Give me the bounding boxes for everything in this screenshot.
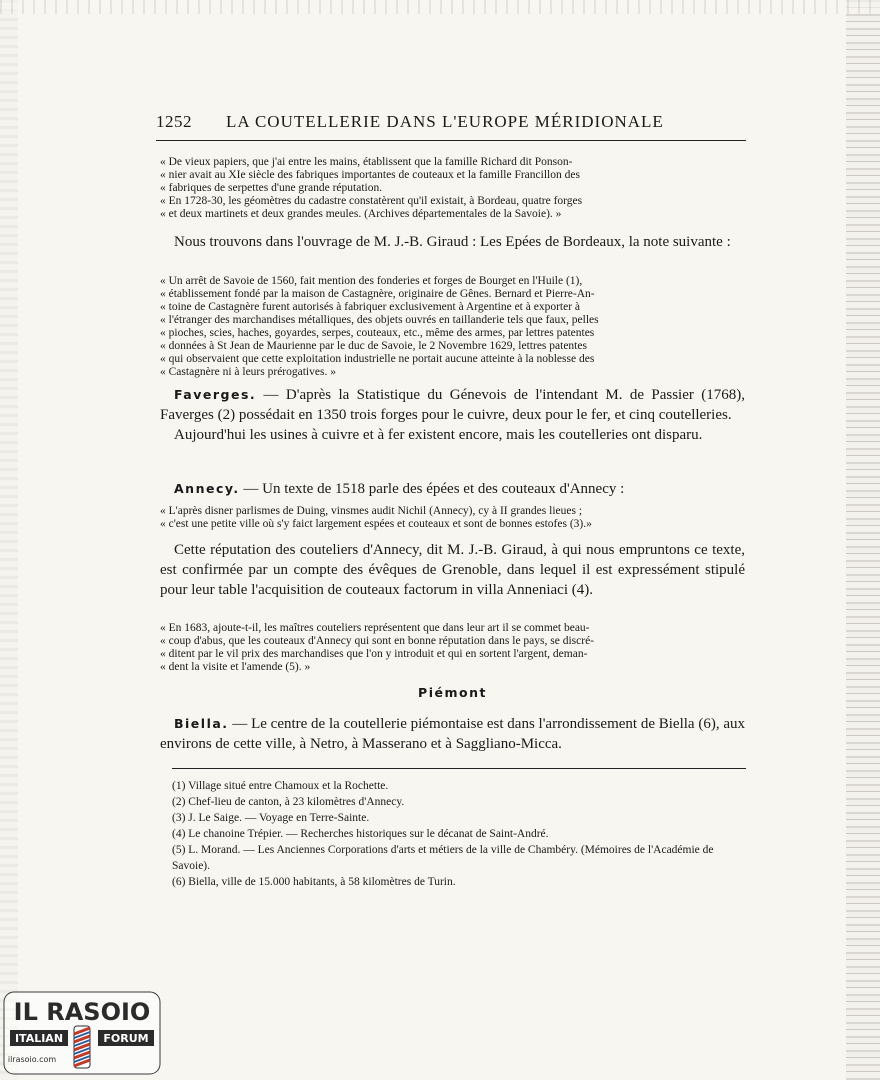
section-faverges: [160, 385, 745, 445]
annecy-paragraph: [160, 479, 745, 499]
quote-line: « De vieux papiers, que j'ai entre les mains, établissent que la famille Richard dit Ponson-: [160, 156, 573, 168]
logo-right-word: FORUM: [103, 1032, 149, 1045]
quote-castagnere: [160, 275, 745, 379]
biella-paragraph: [160, 714, 745, 754]
quote-line: « En 1683, ajoute-t-il, les maîtres couteliers représentent que dans leur art il se commet beau-: [160, 622, 590, 634]
quote-maitres: [160, 622, 745, 674]
paragraph-couteliers: [160, 540, 745, 600]
footnote: (6) Biella, ville de 15.000 habitants, à 58 kilomètres de Turin.: [172, 876, 456, 888]
biella-text: — Le centre de la coutellerie piémontaise est dans l'arrondissement de Biella (6), aux environs de cette ville, à Netro, à Masserano et à Saggliano-Micca.: [160, 716, 745, 752]
section-title-piemont: Piémont: [418, 685, 487, 700]
quote-line: « établissement fondé par la maison de Castagnère, originaire de Gênes. Bernard et Pierre-An-: [160, 288, 595, 300]
paragraph-text: Cette réputation des couteliers d'Annecy, dit M. J.-B. Giraud, à qui nous empruntons ce texte, est confirmée par un compte des évêques de Grenoble, dans lequel il est expressément stipulé pour leur table l'acquisition de couteaux factorum in villa Anneniaci (4).: [160, 542, 745, 598]
logo-site: ilrasoio.com: [7, 1055, 57, 1064]
scan-edge-top: [0, 0, 880, 14]
quote-nichil: [160, 505, 745, 531]
quote-line: « et deux martinets et deux grandes meules. (Archives départementales de la Savoie). »: [160, 208, 562, 220]
footnote: (3) J. Le Saige. — Voyage en Terre-Sainte.: [172, 812, 370, 824]
quote-line: « En 1728-30, les géomètres du cadastre constatèrent qu'il existait, à Bordeau, quatre forges: [160, 195, 583, 207]
quote-line: « coup d'abus, que les couteaux d'Annecy qui sont en bonne réputation dans le pays, se discré-: [160, 635, 595, 647]
quote-line: « L'après disner parlismes de Duing, vinsmes audit Nichil (Annecy), cy à II grandes lieues ;: [160, 505, 583, 517]
il-rasoio-watermark-logo: [2, 990, 162, 1076]
faverges-text: — D'après la Statistique du Génevois de l'intendant M. de Passier (1768), Faverges (2) possédait en 1350 trois forges pour le cuivre, deux pour le fer, et cinq coutelleries.: [160, 387, 745, 423]
quote-line: « nier avait au XIe siècle des fabriques importantes de couteaux et la famille Francillon des: [160, 169, 580, 181]
header-rule: [156, 140, 746, 141]
run-in-heading: Faverges.: [174, 387, 257, 402]
quote-bordeau: [160, 156, 745, 221]
quote-line: « ditent par le vil prix des marchandises que l'on y introduit et qui en sortent l'argent, deman-: [160, 648, 588, 660]
section-annecy: [160, 479, 745, 499]
quote-line: « l'étranger des marchandises métalliques, des objets ouvrés en taillanderie tels que faux, pelles: [160, 314, 599, 326]
quote-line: « pioches, scies, haches, goyardes, serpes, couteaux, etc., même des armes, par lettres patentes: [160, 327, 595, 339]
barber-pole-icon: [74, 1026, 90, 1068]
run-in-heading: Annecy.: [174, 481, 240, 496]
run-in-heading: Biella.: [174, 716, 229, 731]
scan-edge-right: [846, 0, 880, 1080]
quote-line: « données à St Jean de Maurienne par le duc de Savoie, le 2 Novembre 1629, lettres patentes: [160, 340, 587, 352]
logo-title: IL RASOIO: [13, 998, 151, 1026]
faverges-paragraph-2: Aujourd'hui les usines à cuivre et à fer existent encore, mais les coutelleries ont disparu.: [174, 427, 703, 443]
section-biella: [160, 714, 745, 754]
footnote: (1) Village situé entre Chamoux et la Rochette.: [172, 780, 389, 792]
page-header: [156, 112, 741, 136]
footnotes-rule: [172, 768, 746, 769]
faverges-paragraph: [160, 385, 745, 425]
quote-line: « toine de Castagnère furent autorisés à fabriquer exclusivement à Argentine et à exporter à: [160, 301, 581, 313]
logo-left-word: ITALIAN: [14, 1032, 64, 1045]
scan-edge-left: [0, 0, 18, 1080]
quote-line: « Castagnère ni à leurs prérogatives. »: [160, 366, 336, 378]
quote-line: « Un arrêt de Savoie de 1560, fait mention des fonderies et forges de Bourget en l'Huile (1),: [160, 275, 583, 287]
footnote: (5) L. Morand. — Les Anciennes Corporations d'arts et métiers de la ville de Chambéry. (Mémoires de l'Académie de Savoie).: [172, 844, 714, 872]
quote-line: « c'est une petite ville où s'y faict largement espées et couteaux et sont de bonnes estofes (3).»: [160, 518, 592, 530]
footnote: (4) Le chanoine Trépier. — Recherches historiques sur le décanat de Saint-André.: [172, 828, 549, 840]
page-number: 1252: [156, 112, 192, 131]
quote-line: « dent la visite et l'amende (5). »: [160, 661, 311, 673]
paragraph-giraud: [160, 232, 745, 252]
paragraph-text: Nous trouvons dans l'ouvrage de M. J.-B. Giraud : Les Epées de Bordeaux, la note suivante :: [174, 234, 731, 250]
quote-line: « qui observaient que cette exploitation industrielle ne portait aucune atteinte à la noblesse des: [160, 353, 595, 365]
annecy-text: — Un texte de 1518 parle des épées et des couteaux d'Annecy :: [239, 481, 625, 497]
footnote: (2) Chef-lieu de canton, à 23 kilomètres d'Annecy.: [172, 796, 405, 808]
quote-line: « fabriques de serpettes d'une grande réputation.: [160, 182, 383, 194]
footnotes: [172, 778, 752, 890]
running-title: LA COUTELLERIE DANS L'EUROPE MÉRIDIONALE: [226, 112, 664, 131]
